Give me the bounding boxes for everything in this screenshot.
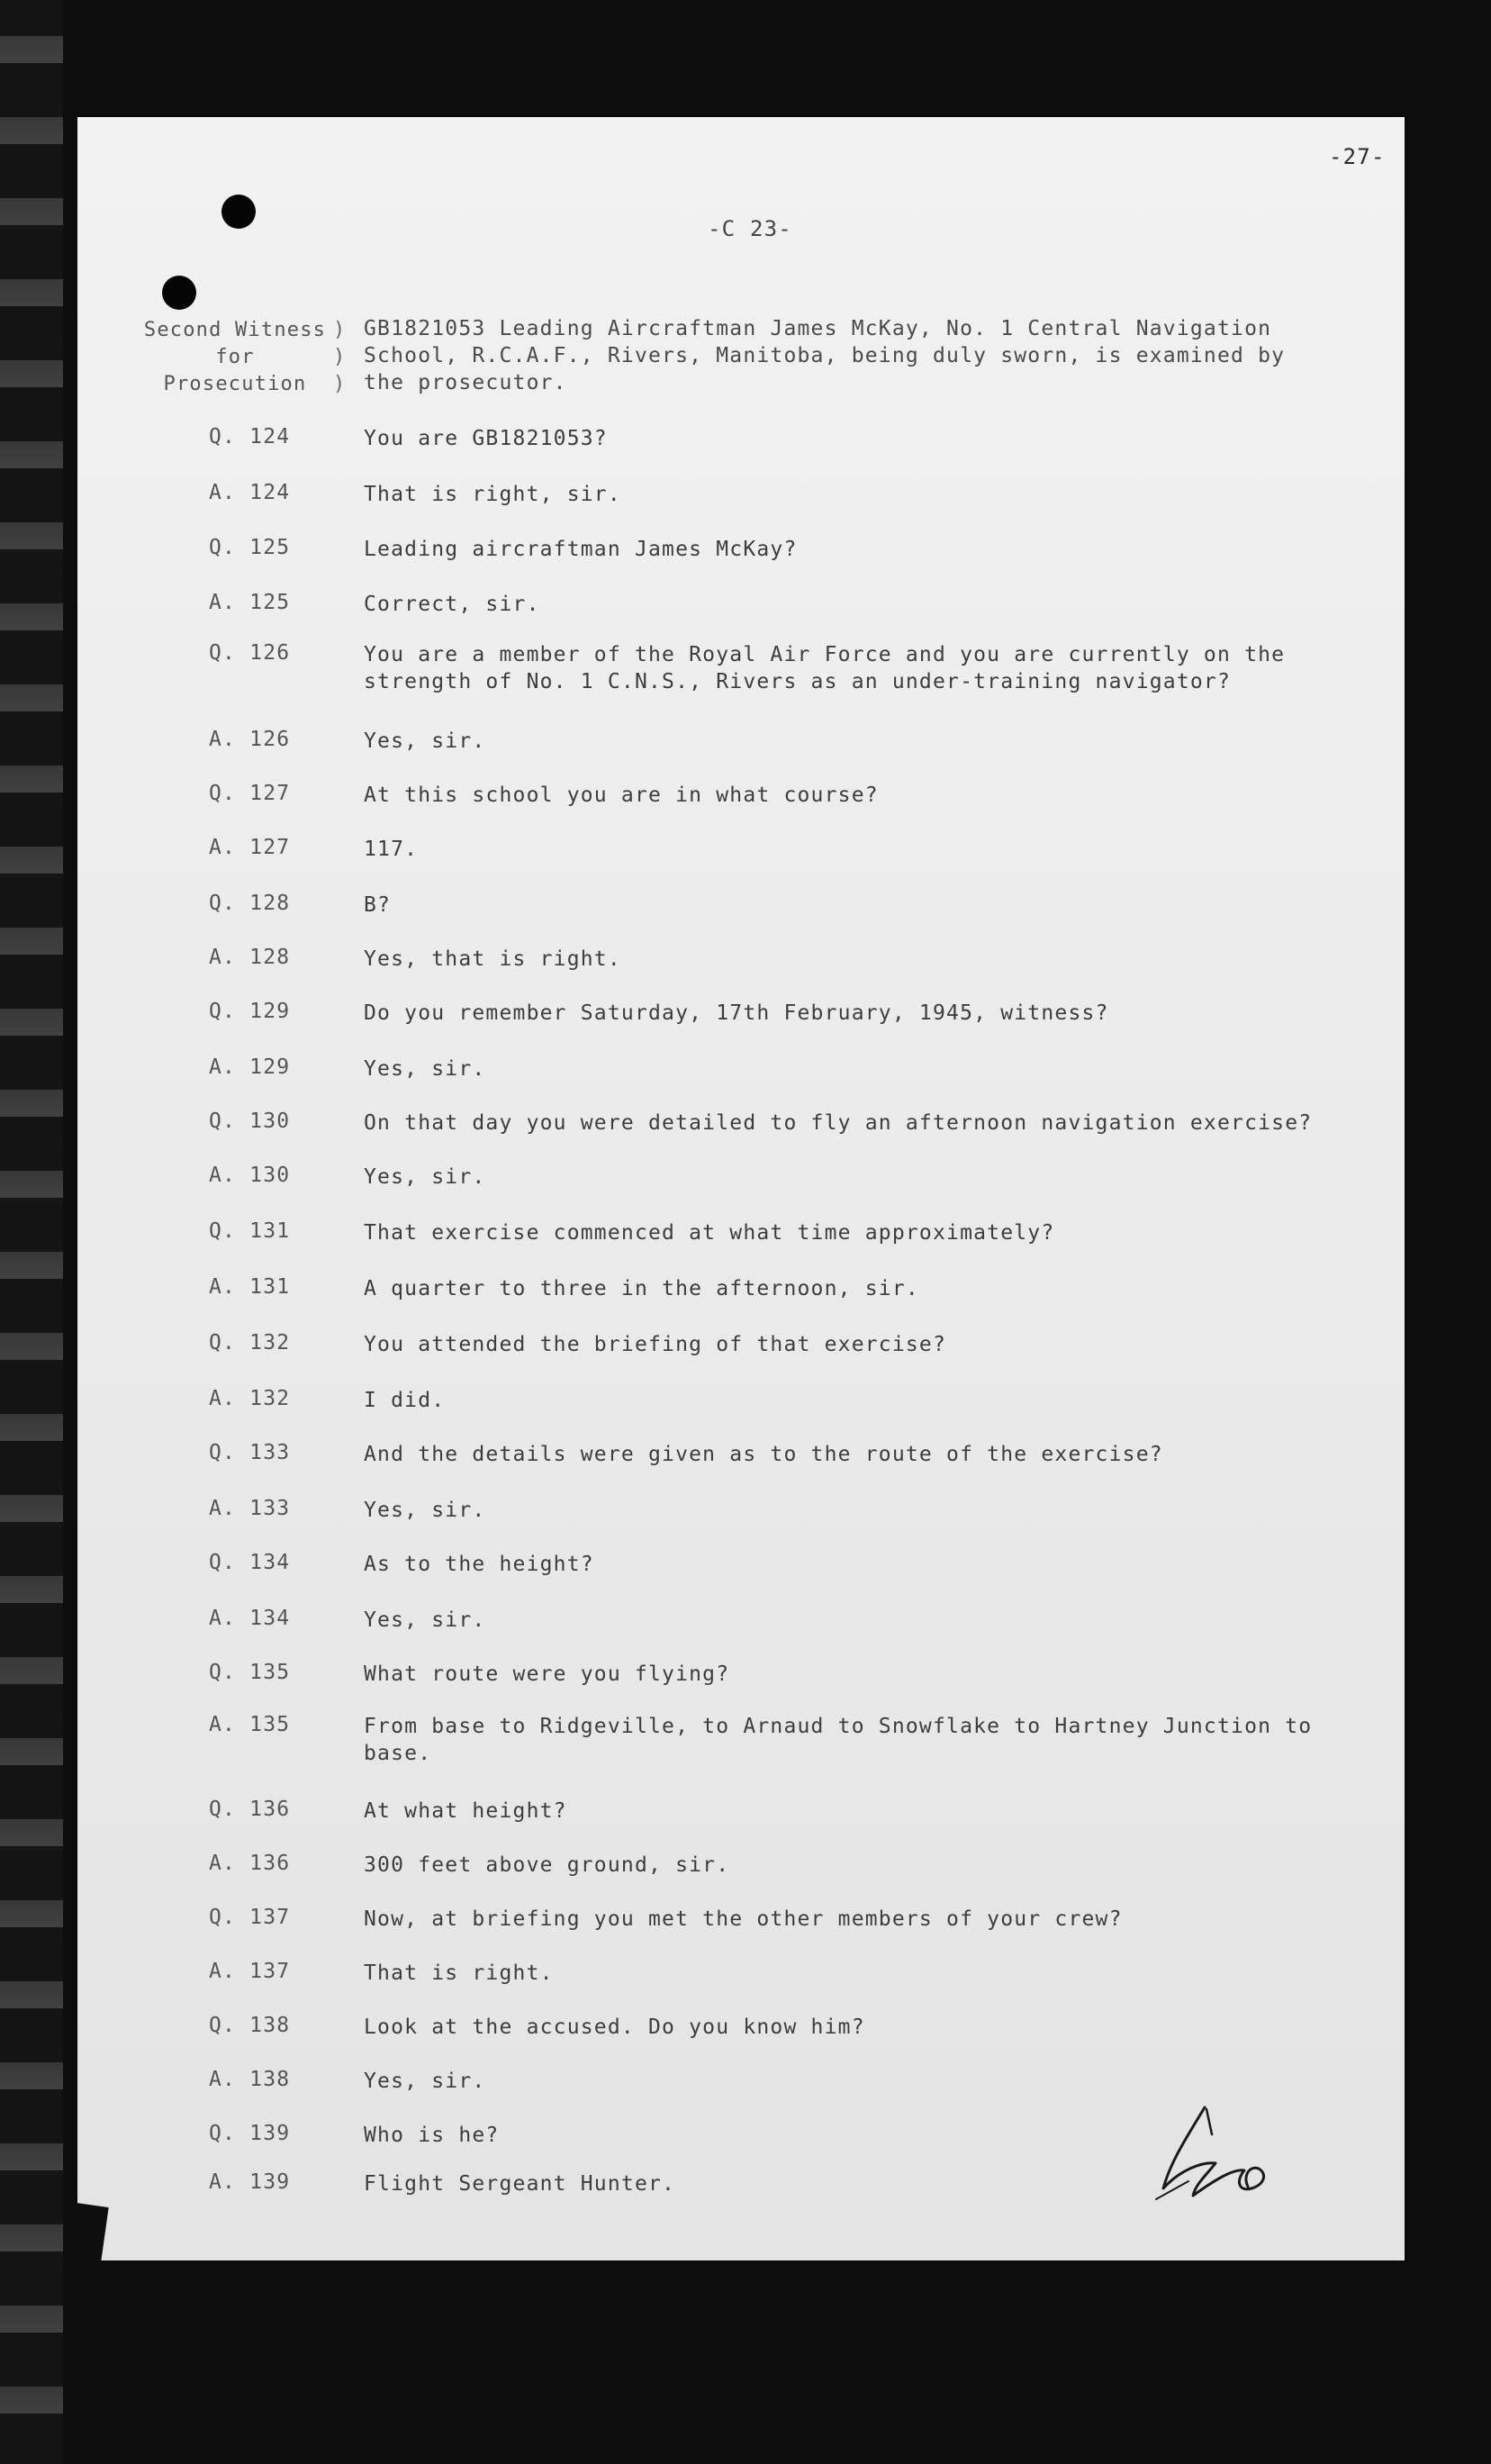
- transcript-row-text: You attended the briefing of that exercise?: [364, 1333, 947, 1356]
- transcript-row-text: Leading aircraftman James McKay?: [364, 538, 798, 561]
- transcript-row-text: A quarter to three in the afternoon, sir.: [364, 1277, 919, 1300]
- transcript-row-label: A. 137: [209, 1960, 291, 1983]
- transcript-row-label: A. 134: [209, 1607, 291, 1630]
- transcript-row-text: Yes, sir.: [364, 2070, 486, 2093]
- transcript-row-label: Q. 138: [209, 2014, 291, 2037]
- transcript-row-label: A. 124: [209, 481, 291, 504]
- transcript-row-text: Yes, sir.: [364, 1608, 486, 1632]
- witness-introduction: GB1821053 Leading Aircraftman James McKay, No. 1 Central Navigation School, R.C.A.F., Rivers, Manitoba, being duly sworn, is examined by the prosecutor.: [364, 317, 1286, 394]
- transcript-row-label: A. 135: [209, 1713, 291, 1736]
- transcript-row-text: What route were you flying?: [364, 1662, 730, 1686]
- transcript-row-label: A. 133: [209, 1497, 291, 1520]
- transcript-row-label: A. 138: [209, 2068, 291, 2091]
- transcript-row-text: Yes, sir.: [364, 1499, 486, 1522]
- transcript-row-label: Q. 137: [209, 1906, 291, 1929]
- page-number: -27-: [1329, 144, 1386, 169]
- transcript-row-text: You are GB1821053?: [364, 427, 608, 450]
- transcript-row-text: As to the height?: [364, 1553, 594, 1576]
- transcript-row-text: Correct, sir.: [364, 593, 540, 616]
- transcript-row-label: Q. 127: [209, 782, 291, 805]
- transcript-row-label: A. 127: [209, 836, 291, 859]
- transcript-row-text: And the details were given as to the route of the exercise?: [364, 1443, 1163, 1466]
- transcript-row-label: A. 131: [209, 1275, 291, 1299]
- transcript-row-label: Q. 126: [209, 641, 291, 665]
- transcript-row-text: Yes, sir.: [364, 1165, 486, 1189]
- transcript-row-label: Q. 139: [209, 2122, 291, 2145]
- transcript-row-text: Look at the accused. Do you know him?: [364, 2016, 865, 2039]
- transcript-row-label: Q. 134: [209, 1551, 291, 1574]
- transcript-row-label: A. 125: [209, 591, 291, 614]
- transcript-row-text: Flight Sergeant Hunter.: [364, 2172, 676, 2196]
- transcript-row-text: At what height?: [364, 1799, 567, 1823]
- transcript-row-text: That exercise commenced at what time approximately?: [364, 1221, 1055, 1245]
- transcript-row-text: 117.: [364, 838, 419, 861]
- witness-label-line: Second Witness: [143, 319, 327, 341]
- transcript-row-label: A. 132: [209, 1387, 291, 1410]
- transcript-row-text: Who is he?: [364, 2124, 500, 2147]
- transcript-row-label: A. 139: [209, 2170, 291, 2194]
- transcript-row-label: Q. 125: [209, 536, 291, 559]
- transcript-row-text: 300 feet above ground, sir.: [364, 1853, 730, 1877]
- transcript-row-label: Q. 129: [209, 1000, 291, 1023]
- transcript-row-text: Do you remember Saturday, 17th February, 1945, witness?: [364, 1001, 1109, 1025]
- transcript-row-label: A. 126: [209, 728, 291, 751]
- handwritten-signature: [1152, 2098, 1279, 2206]
- witness-label-line: Prosecution: [163, 373, 307, 395]
- transcript-row-text: That is right.: [364, 1961, 554, 1985]
- transcript-row-text: Now, at briefing you met the other members of your crew?: [364, 1907, 1123, 1931]
- transcript-row-text: From base to Ridgeville, to Arnaud to Snowflake to Hartney Junction to base.: [364, 1715, 1313, 1765]
- transcript-row-text: Yes, that is right.: [364, 947, 621, 971]
- transcript-row-text: On that day you were detailed to fly an afternoon navigation exercise?: [364, 1111, 1313, 1135]
- transcript-row-text: I did.: [364, 1389, 446, 1412]
- transcript-row-label: A. 136: [209, 1852, 291, 1875]
- transcript-row-label: A. 129: [209, 1055, 291, 1079]
- transcript-row-text: You are a member of the Royal Air Force and you are currently on the strength of No. 1 C.N.S., Rivers as an under-training navigator?: [364, 643, 1286, 693]
- film-edge: [0, 0, 63, 2464]
- punch-hole-second: [162, 276, 196, 310]
- transcript-row-text: Yes, sir.: [364, 1057, 486, 1081]
- transcript-row-label: Q. 131: [209, 1219, 291, 1243]
- transcript-row-label: Q. 128: [209, 892, 291, 915]
- transcript-row-label: Q. 133: [209, 1441, 291, 1464]
- witness-label-line: for: [215, 346, 255, 368]
- transcript-row-text: That is right, sir.: [364, 483, 621, 506]
- transcript-row-label: Q. 124: [209, 425, 291, 448]
- witness-brackets: [333, 317, 345, 398]
- transcript-row-label: A. 130: [209, 1164, 291, 1187]
- sheet-number: -C 23-: [708, 216, 792, 241]
- transcript-row-label: Q. 132: [209, 1331, 291, 1354]
- witness-label: [117, 317, 353, 398]
- transcript-row-text: At this school you are in what course?: [364, 784, 879, 807]
- punch-hole-top: [221, 195, 256, 229]
- transcript-row-label: Q. 130: [209, 1110, 291, 1133]
- bracket: ): [333, 319, 346, 341]
- transcript-row-label: Q. 135: [209, 1661, 291, 1684]
- transcript-row-label: A. 128: [209, 946, 291, 969]
- bracket: ): [333, 346, 346, 368]
- transcript-row-text: Yes, sir.: [364, 729, 486, 753]
- transcript-row-label: Q. 136: [209, 1798, 291, 1821]
- transcript-row-text: B?: [364, 893, 392, 917]
- bracket: ): [333, 373, 346, 395]
